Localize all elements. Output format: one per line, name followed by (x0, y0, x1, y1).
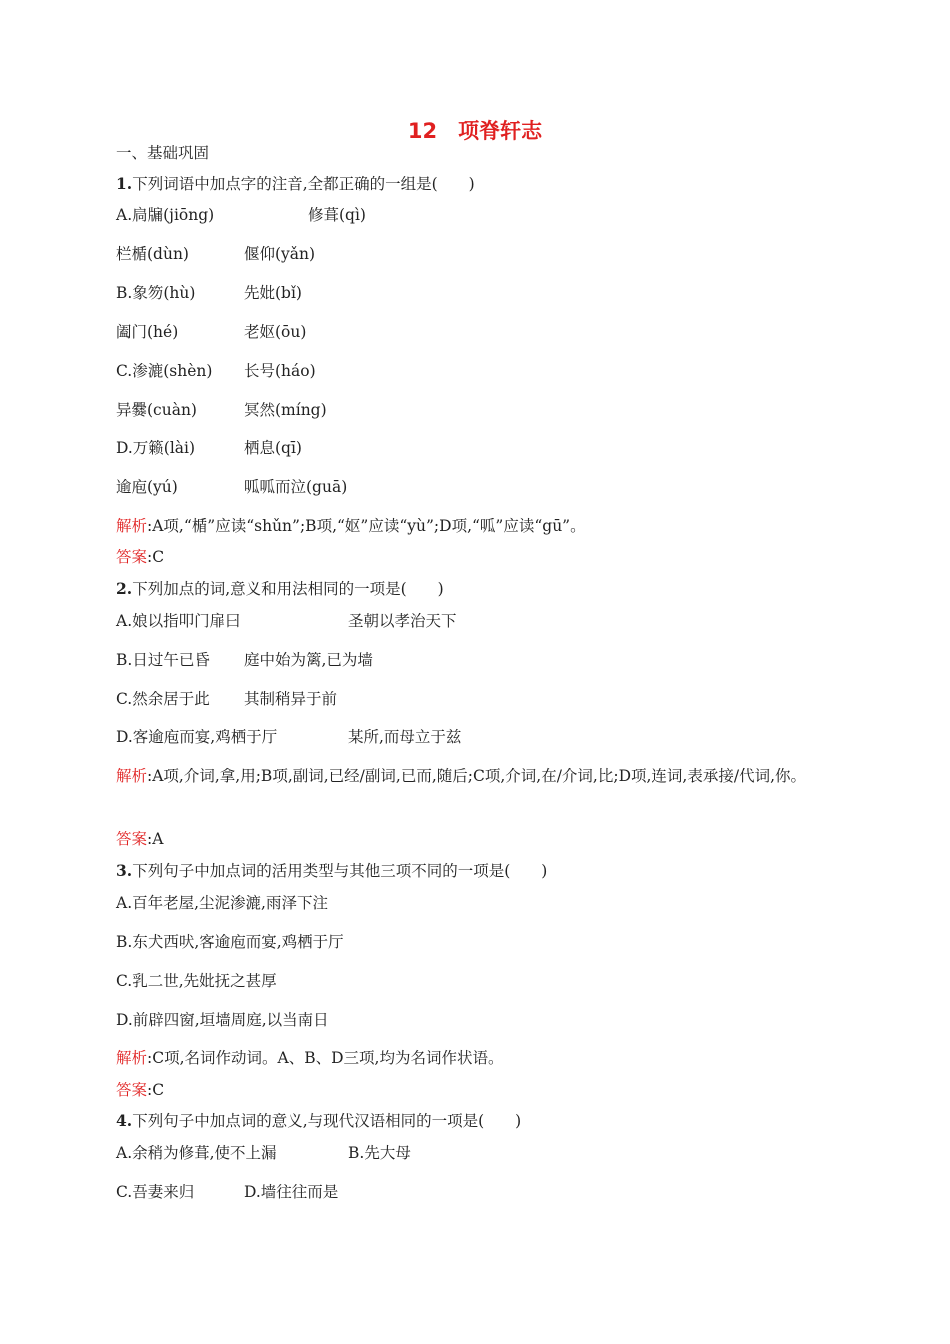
q1-option: 冥然(míng) (244, 401, 327, 419)
q1-option: B.象笏(hù) (116, 284, 196, 302)
q2-analysis: 解析:A项,介词,拿,用;B项,副词,已经/副词,已而,随后;C项,介词,在/介词,比;D项,连词,表承接/代词,你。 (116, 767, 806, 785)
q2-option: 其制稍异于前 (244, 690, 338, 708)
q2-option: 圣朝以孝治天下 (348, 612, 457, 630)
question-1-stem: 1.下列词语中加点字的注音,全都正确的一组是( ) (116, 174, 475, 193)
question-2-stem: 2.下列加点的词,意义和用法相同的一项是( ) (116, 579, 444, 598)
q1-option: 老妪(ōu) (244, 323, 307, 341)
q4-option: C.吾妻来归 (116, 1183, 195, 1201)
q1-analysis: 解析:A项,“楯”应读“shǔn”;B项,“妪”应读“yù”;D项,“呱”应读“gū”。 (116, 517, 586, 535)
q1-option: 修葺(qì) (308, 206, 366, 224)
q2-option: C.然余居于此 (116, 690, 210, 708)
q3-option: B.东犬西吠,客逾庖而宴,鸡栖于厅 (116, 933, 344, 951)
q1-option: 长号(háo) (244, 362, 316, 380)
page-title: 12 项脊轩志 (407, 119, 543, 143)
q1-answer: 答案:C (116, 548, 165, 566)
q1-option: 先妣(bǐ) (244, 284, 302, 302)
question-3-stem: 3.下列句子中加点词的活用类型与其他三项不同的一项是( ) (116, 861, 548, 880)
q4-option: D.墙往往而是 (244, 1183, 339, 1201)
q2-option: D.客逾庖而宴,鸡栖于厅 (116, 728, 278, 746)
q3-option: A.百年老屋,尘泥渗漉,雨泽下注 (116, 894, 328, 912)
q4-option: A.余稍为修葺,使不上漏 (116, 1144, 277, 1162)
q3-option: D.前辟四窗,垣墙周庭,以当南日 (116, 1011, 329, 1029)
q1-option: C.渗漉(shèn) (116, 362, 213, 380)
q1-option: 栖息(qī) (244, 439, 302, 457)
q2-option: 庭中始为篱,已为墙 (244, 651, 373, 669)
q2-answer: 答案:A (116, 830, 164, 848)
q4-option: B.先大母 (348, 1144, 411, 1162)
q1-option: 呱呱而泣(guā) (244, 478, 348, 496)
q1-option: 偃仰(yǎn) (244, 245, 316, 263)
question-4-stem: 4.下列句子中加点词的意义,与现代汉语相同的一项是( ) (116, 1111, 522, 1130)
q3-option: C.乳二世,先妣抚之甚厚 (116, 972, 277, 990)
q1-option: D.万籁(lài) (116, 439, 196, 457)
q3-analysis: 解析:C项,名词作动词。A、B、D三项,均为名词作状语。 (116, 1049, 504, 1067)
section-heading: 一、基础巩固 (116, 144, 210, 162)
q1-option: 栏楯(dùn) (116, 245, 189, 263)
q3-answer: 答案:C (116, 1081, 165, 1099)
q2-option: 某所,而母立于兹 (348, 728, 462, 746)
q1-option: 异爨(cuàn) (116, 401, 197, 419)
q1-option: 阖门(hé) (116, 323, 179, 341)
q2-option: B.日过午已昏 (116, 651, 210, 669)
q1-option: A.扃牖(jiōng) (116, 206, 215, 224)
q1-option: 逾庖(yú) (116, 478, 178, 496)
q2-option: A.娘以指叩门扉曰 (116, 612, 241, 630)
